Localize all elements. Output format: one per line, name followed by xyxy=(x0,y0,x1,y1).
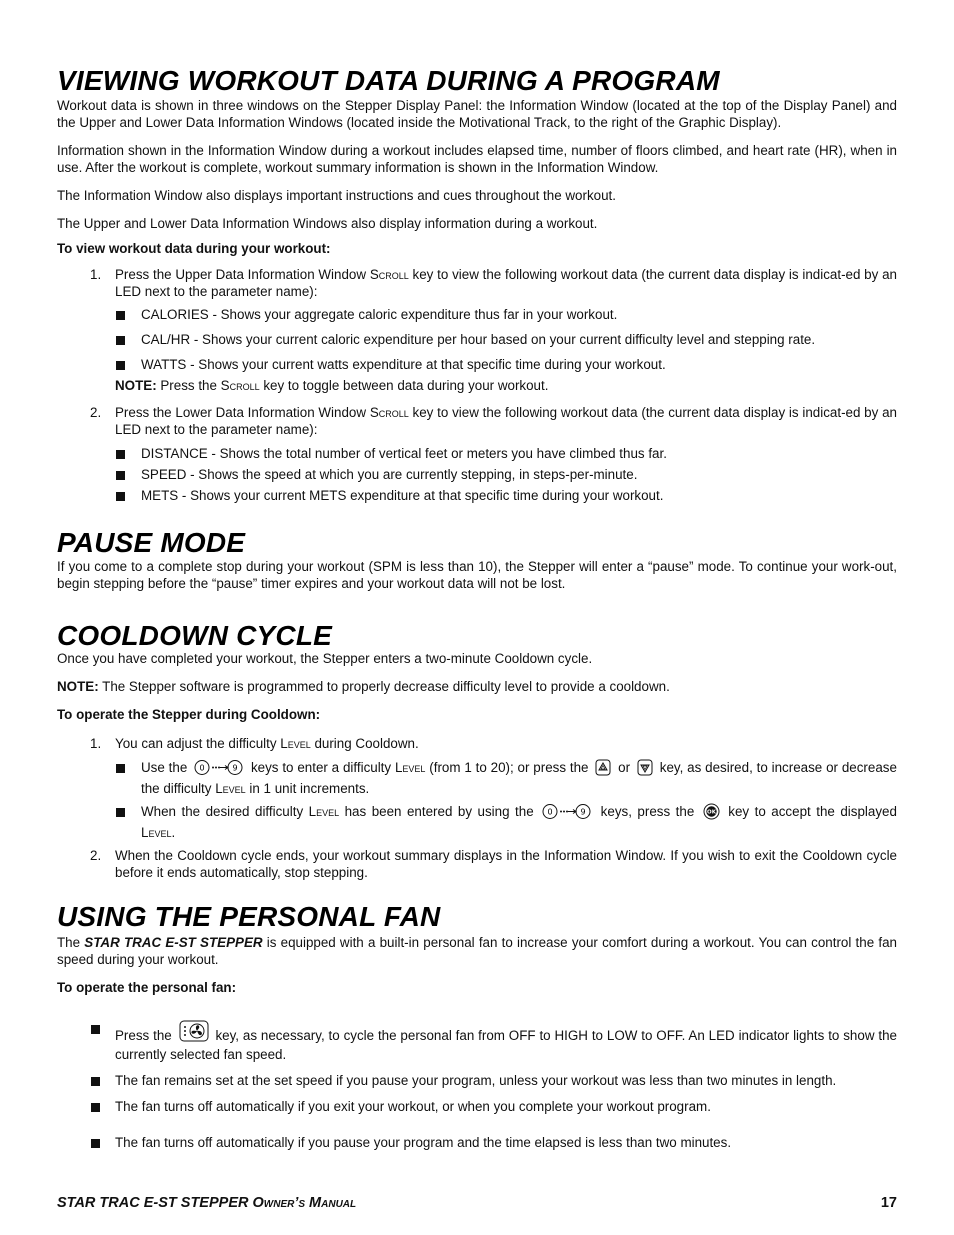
down-arrow-key-icon xyxy=(637,759,653,780)
step-text: You can adjust the difficulty xyxy=(115,736,281,751)
list-item-text: METS - Shows your current METS expenditure at that specific time during your workout. xyxy=(141,488,664,503)
list-item-text: Use the xyxy=(141,760,188,775)
brand-name: STAR TRAC E-ST STEPPER xyxy=(84,935,263,950)
bullet-square-icon xyxy=(116,450,125,459)
list-item-text: or xyxy=(618,760,631,775)
list-item xyxy=(115,306,897,323)
list-item-text: key, as necessary, to cycle the personal fan from OFF to HIGH to LOW to OFF. An LED indicator lights to show the currently selected fan speed. xyxy=(115,1028,897,1062)
footer-title: STAR TRAC E-ST STEPPER xyxy=(57,1195,253,1211)
key-name: Scroll xyxy=(369,267,409,282)
key-name: Level xyxy=(215,781,246,796)
list-item xyxy=(115,331,897,348)
note-label: NOTE: xyxy=(57,679,99,694)
procedure-heading: To view workout data during your workout: xyxy=(57,241,331,256)
footer-title-smallcaps: Owner’s Manual xyxy=(252,1195,357,1211)
list-item-text: in 1 unit increments. xyxy=(249,781,370,796)
paragraph: Once you have completed your workout, the Stepper enters a two-minute Cooldown cycle. xyxy=(57,651,593,666)
step-number: 2. xyxy=(90,848,102,863)
list-item-text: has been entered by using the xyxy=(344,804,534,819)
key-name: Level xyxy=(394,760,426,775)
bullet-list xyxy=(115,445,897,504)
step-text: during Cooldown. xyxy=(310,736,419,751)
list-item-text: Press the xyxy=(115,1028,172,1043)
paragraph: The Upper and Lower Data Information Windows also display information during a workout. xyxy=(57,216,598,231)
list-item xyxy=(57,1134,897,1151)
paragraph: The Information Window also displays important instructions and cues throughout the workout. xyxy=(57,188,616,203)
list-item xyxy=(115,445,897,462)
list-item-text: CAL/HR - Shows your current caloric expenditure per hour based on your current difficulty level and stepping rate. xyxy=(141,332,816,347)
svg-text:9: 9 xyxy=(580,807,586,817)
step-number: 2. xyxy=(90,405,102,420)
note xyxy=(57,377,897,394)
ok-key-icon xyxy=(703,803,720,824)
step-2 xyxy=(57,404,897,504)
key-name: Level xyxy=(141,825,172,840)
step-1 xyxy=(57,735,897,841)
list-item-text: The fan turns off automatically if you exit your workout, or when you complete your workout program. xyxy=(115,1099,711,1114)
step-1 xyxy=(57,266,897,373)
bullet-square-icon xyxy=(116,336,125,345)
list-item-text: . xyxy=(171,825,176,840)
bullet-list xyxy=(115,759,897,841)
list-item-text: CALORIES - Shows your aggregate caloric expenditure thus far in your workout. xyxy=(141,307,618,322)
list-item-text: The fan turns off automatically if you pause your program and the time elapsed is less than two minutes. xyxy=(115,1135,732,1150)
step-text: key to view the following workout data (the current data display is indicat-ed by an LED next to the parameter name): xyxy=(115,267,897,299)
svg-text:0: 0 xyxy=(547,807,553,817)
note-text: key to toggle between data during your workout. xyxy=(259,378,549,393)
bullet-square-icon xyxy=(91,1139,100,1148)
bullet-square-icon xyxy=(91,1103,100,1112)
fan-key-icon xyxy=(179,1020,209,1046)
step-text: Press the Lower Data Information Window xyxy=(115,405,370,420)
section-title-using-the-personal-fan: USING THE PERSONAL FAN xyxy=(57,901,441,932)
step-2 xyxy=(57,847,897,881)
bullet-square-icon xyxy=(116,764,125,773)
steps-list xyxy=(57,735,897,881)
list-item-text: keys to enter a difficulty xyxy=(250,760,392,775)
svg-text:OK: OK xyxy=(706,809,716,816)
page-content xyxy=(57,64,897,1151)
list-item xyxy=(115,466,897,483)
procedure-heading: To operate the Stepper during Cooldown: xyxy=(57,707,321,722)
key-name: Level xyxy=(308,804,340,819)
paragraph: If you come to a complete stop during your workout (SPM is less than 10), the Stepper will enter a “pause” mode. To continue your work-out, begin stepping before the “pause” timer expires and your workout data will not be lost. xyxy=(57,559,897,591)
note xyxy=(57,678,897,695)
paragraph: Workout data is shown in three windows on the Stepper Display Panel: the Information Window (located at the top of the Display Panel) and the Upper and Lower Data Information Windows (located inside the Motivational Track, to the right of the Graphic Display). xyxy=(57,98,897,130)
note-text: The Stepper software is programmed to properly decrease difficulty level to provide a cooldown. xyxy=(98,679,670,694)
steps-list xyxy=(57,404,897,504)
zero-to-nine-keys-icon xyxy=(542,803,592,824)
key-name: Level xyxy=(280,736,311,751)
list-item xyxy=(57,1020,897,1063)
procedure-heading: To operate the personal fan: xyxy=(57,980,237,995)
list-item-text: DISTANCE - Shows the total number of vertical feet or meters you have climbed thus far. xyxy=(141,446,667,461)
zero-to-nine-keys-icon xyxy=(194,759,244,780)
list-item-text: The fan remains set at the set speed if you pause your program, unless your workout was less than two minutes in length. xyxy=(115,1073,837,1088)
list-item xyxy=(115,803,897,841)
page-footer xyxy=(57,1195,897,1212)
step-text: Press the Upper Data Information Window xyxy=(115,267,370,282)
list-item-text: WATTS - Shows your current watts expenditure at that specific time during your workout. xyxy=(141,357,666,372)
list-item xyxy=(57,1098,897,1115)
note-label: NOTE: xyxy=(115,378,157,393)
paragraph xyxy=(57,934,897,968)
note-text: Press the xyxy=(156,378,221,393)
paragraph: Information shown in the Information Window during a workout includes elapsed time, number of floors climbed, and heart rate (HR), when in use. After the workout is complete, workout summary information is shown in the Information Window. xyxy=(57,143,897,175)
list-item-text: (from 1 to 20); or press the xyxy=(429,760,589,775)
list-item-text: When the desired difficulty xyxy=(141,804,304,819)
list-item xyxy=(115,487,897,504)
list-item xyxy=(57,1072,897,1089)
section-title-viewing-workout-data: VIEWING WORKOUT DATA DURING A PROGRAM xyxy=(57,65,720,96)
bullet-square-icon xyxy=(91,1077,100,1086)
list-item xyxy=(115,356,897,373)
list-item-text: SPEED - Shows the speed at which you are currently stepping, in steps-per-minute. xyxy=(141,467,638,482)
bullet-list xyxy=(57,306,897,373)
paragraph-text: The xyxy=(57,935,85,950)
bullet-square-icon xyxy=(116,808,125,817)
paragraph-text: is equipped with a built-in personal fan to increase your comfort during a workout. You can control the fan speed during your workout. xyxy=(57,935,897,967)
fan-bullet-list xyxy=(57,1020,897,1151)
step-text: When the Cooldown cycle ends, your workout summary displays in the Information Window. If you wish to exit the Cooldown cycle before it ends automatically, stop stepping. xyxy=(115,848,897,880)
list-item-text: key, as desired, to increase or decrease the difficulty xyxy=(141,760,897,796)
bullet-square-icon xyxy=(116,311,125,320)
step-number: 1. xyxy=(90,736,102,751)
key-name: Scroll xyxy=(220,378,260,393)
step-text: key to view the following workout data (the current data display is indicat-ed by an LED next to the parameter name): xyxy=(115,405,897,437)
list-item-text: key to accept the displayed xyxy=(728,804,897,819)
svg-text:0: 0 xyxy=(199,763,205,773)
svg-text:9: 9 xyxy=(232,763,238,773)
bullet-square-icon xyxy=(116,492,125,501)
bullet-square-icon xyxy=(116,471,125,480)
section-title-pause-mode: PAUSE MODE xyxy=(57,527,246,558)
bullet-square-icon xyxy=(91,1025,100,1034)
steps-list xyxy=(57,266,897,373)
page-number: 17 xyxy=(880,1195,897,1211)
key-name: Scroll xyxy=(369,405,409,420)
step-number: 1. xyxy=(90,267,102,282)
section-title-cooldown-cycle: COOLDOWN CYCLE xyxy=(57,620,333,651)
bullet-square-icon xyxy=(116,361,125,370)
list-item-text: keys, press the xyxy=(600,804,695,819)
up-arrow-key-icon xyxy=(595,759,611,780)
list-item xyxy=(115,759,897,797)
